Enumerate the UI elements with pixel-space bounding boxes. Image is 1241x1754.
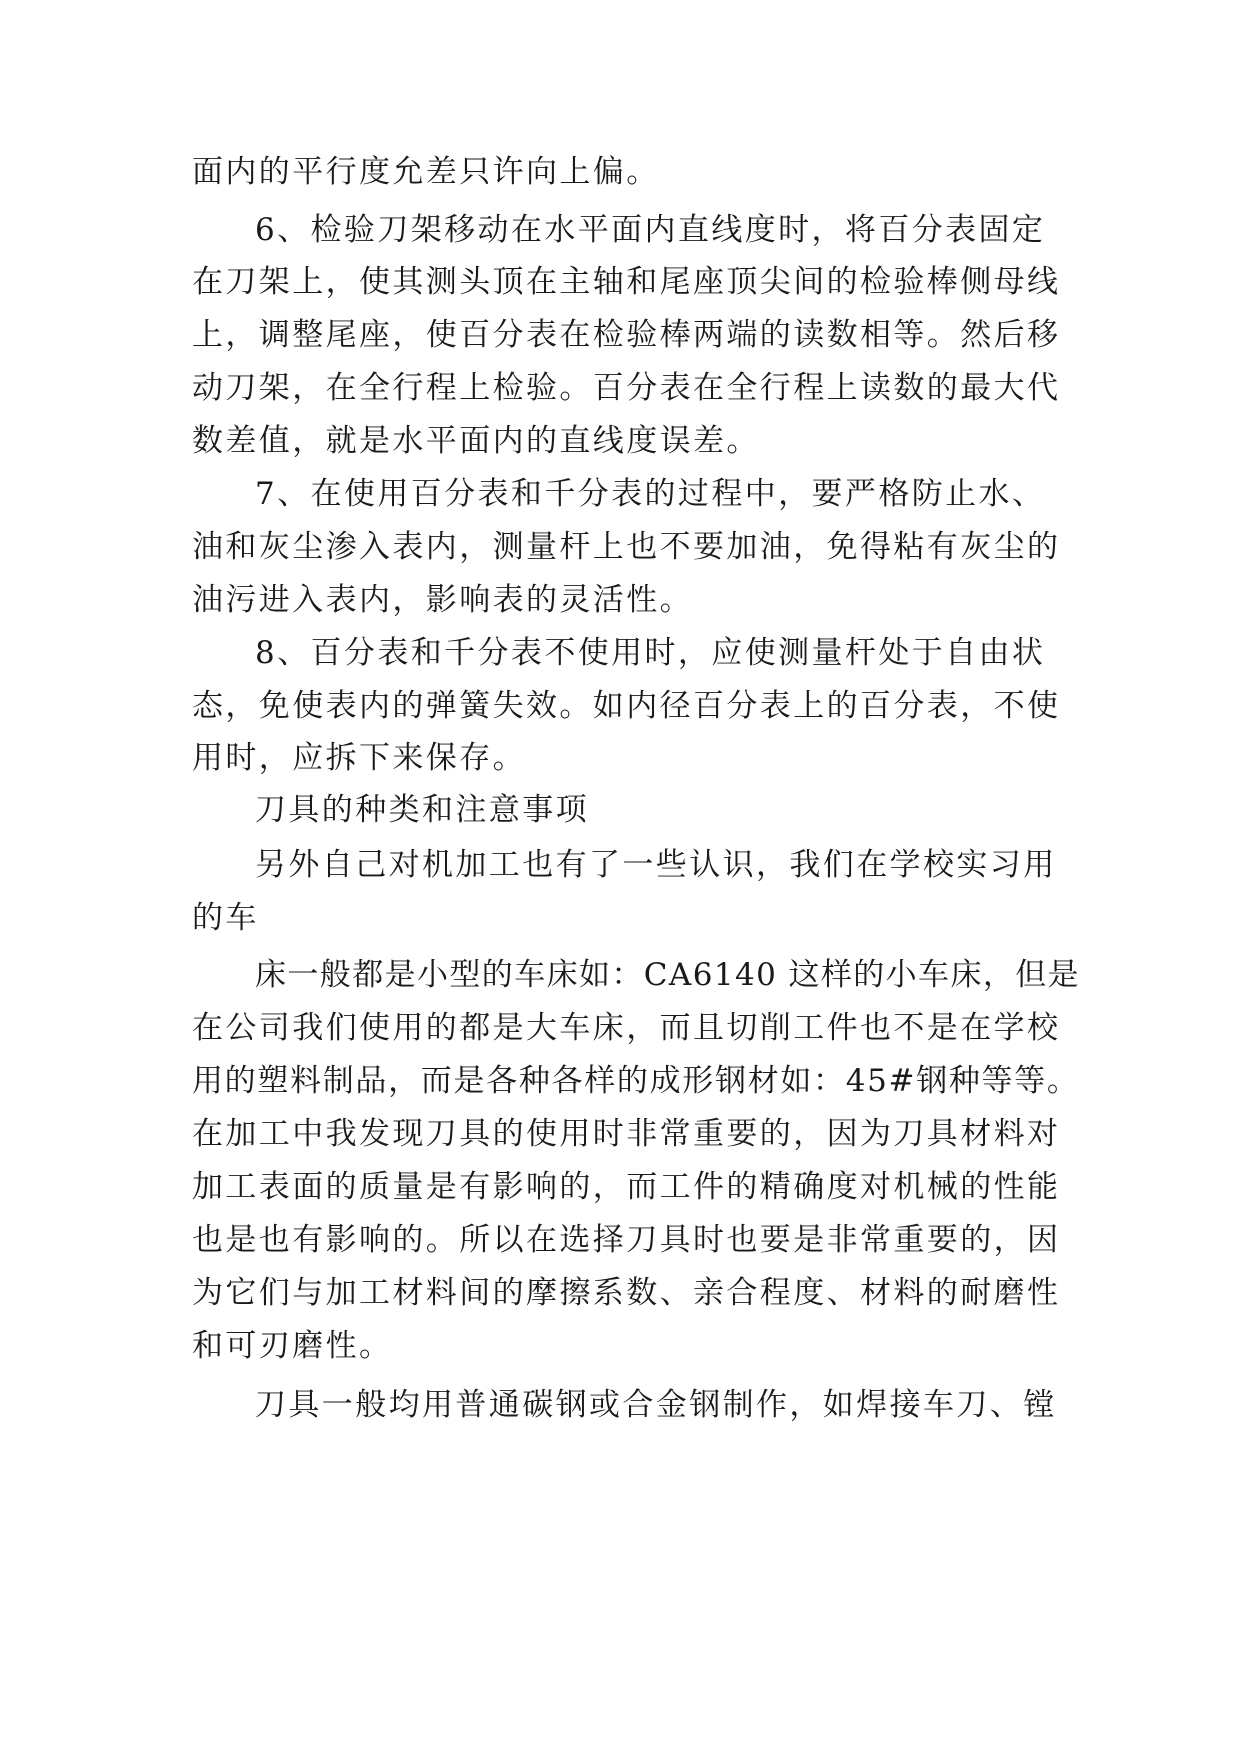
text-line: 油污进入表内，影响表的灵活性。 (192, 582, 693, 618)
text-line: 床一般都是小型的车床如：CA6140 这样的小车床，但是 (255, 957, 1081, 993)
text-line: 6、检验刀架移动在水平面内直线度时，将百分表固定 (255, 212, 1046, 248)
text-line: 在刀架上，使其测头顶在主轴和尾座顶尖间的检验棒侧母线 (192, 264, 1061, 300)
text-line: 面内的平行度允差只许向上偏。 (192, 154, 660, 190)
text-line: 加工表面的质量是有影响的，而工件的精确度对机械的性能 (192, 1169, 1061, 1205)
text-line: 数差值，就是水平面内的直线度误差。 (192, 423, 760, 459)
text-line: 7、在使用百分表和千分表的过程中，要严格防止水、 (255, 476, 1046, 512)
text-line: 也是也有影响的。所以在选择刀具时也要是非常重要的，因 (192, 1222, 1061, 1258)
text-line: 态，免使表内的弹簧失效。如内径百分表上的百分表，不使 (192, 688, 1061, 724)
text-line: 上，调整尾座，使百分表在检验棒两端的读数相等。然后移 (192, 317, 1061, 353)
text-line: 在公司我们使用的都是大车床，而且切削工件也不是在学校 (192, 1010, 1061, 1046)
text-line: 用的塑料制品，而是各种各样的成形钢材如：45#钢种等等。 (192, 1063, 1080, 1099)
text-line: 用时，应拆下来保存。 (192, 740, 526, 776)
text-line: 另外自己对机加工也有了一些认识，我们在学校实习用 (255, 847, 1057, 883)
text-line: 刀具一般均用普通碳钢或合金钢制作，如焊接车刀、镗 (255, 1387, 1057, 1423)
text-line: 8、百分表和千分表不使用时，应使测量杆处于自由状 (255, 635, 1046, 671)
section-heading: 刀具的种类和注意事项 (255, 792, 589, 828)
text-line: 在加工中我发现刀具的使用时非常重要的，因为刀具材料对 (192, 1116, 1061, 1152)
text-line: 油和灰尘渗入表内，测量杆上也不要加油，免得粘有灰尘的 (192, 529, 1061, 565)
text-line: 动刀架，在全行程上检验。百分表在全行程上读数的最大代 (192, 370, 1061, 406)
text-line: 为它们与加工材料间的摩擦系数、亲合程度、材料的耐磨性 (192, 1275, 1061, 1311)
text-line: 和可刃磨性。 (192, 1328, 393, 1364)
text-line: 的车 (192, 900, 259, 936)
